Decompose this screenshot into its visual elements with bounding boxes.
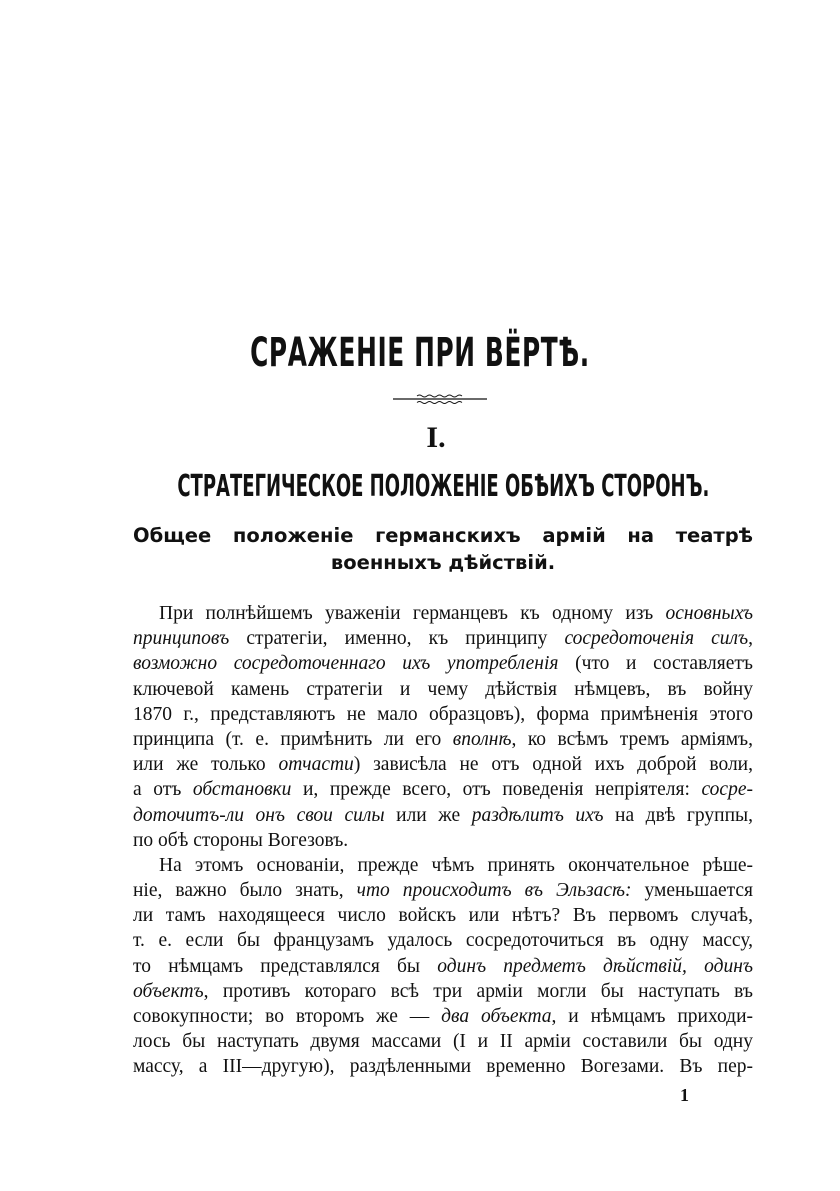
- section-title: [0, 470, 840, 504]
- italic-text: отчасти: [278, 754, 354, 776]
- text-segment: , и нѣмцамъ приходи-: [551, 1006, 753, 1027]
- text-line: [133, 702, 753, 727]
- text-segment: массу, а III—другую), раздѣленными временно Вогезами. Въ пер-: [133, 1056, 753, 1078]
- text-segment: ,: [748, 628, 753, 650]
- text-line: [133, 677, 753, 702]
- text-segment: и, прежде всего, отъ поведенія непріятеля:: [291, 779, 702, 801]
- text-segment: стратегіи, именно, къ принципу: [229, 628, 565, 650]
- text-segment: уменьшается: [631, 880, 753, 902]
- text-segment: , ко всѣмъ тремъ арміямъ,: [511, 728, 753, 750]
- wavy-rule-ornament-icon: [393, 391, 487, 407]
- italic-text: вполнѣ: [452, 728, 512, 750]
- text-line: [133, 928, 753, 953]
- text-segment: на двѣ группы,: [603, 804, 753, 826]
- italic-text: сосредоточенія силъ: [564, 628, 749, 650]
- text-segment: 1870 г., представляютъ не мало образцовъ), форма примѣненія этого: [133, 703, 753, 725]
- text-segment: или же: [384, 804, 472, 826]
- text-segment: ніе, важно было знать,: [133, 880, 357, 902]
- text-line: [133, 1054, 753, 1079]
- text-segment: а отъ: [133, 779, 193, 801]
- italic-text: принциповъ: [133, 628, 230, 650]
- text-line: [133, 777, 753, 802]
- text-line: [133, 803, 753, 828]
- text-segment: ) зависѣла не отъ одной ихъ доброй воли,: [353, 754, 753, 776]
- text-segment: При полнѣйшемъ уваженіи германцевъ къ одному изъ: [159, 603, 666, 624]
- text-line: [133, 903, 753, 928]
- text-line: [133, 1004, 753, 1029]
- text-line: [133, 954, 753, 979]
- italic-text: два объекта: [441, 1006, 552, 1027]
- italic-text: что происходитъ въ Эльзасѣ:: [356, 880, 632, 902]
- heading-line-1: Общее положеніе германскихъ армій на театрѣ: [133, 524, 753, 547]
- italic-text: объектъ: [133, 980, 204, 1002]
- text-segment: ли тамъ находящееся число войскъ или нѣтъ? Въ первомъ случаѣ,: [133, 905, 753, 927]
- italic-text: обстановки: [192, 779, 292, 801]
- text-line: [133, 828, 753, 853]
- text-segment: т. е. если бы французамъ удалось сосредоточиться въ одну массу,: [133, 930, 753, 952]
- page-number: 1: [680, 1085, 689, 1105]
- text-line: [133, 979, 753, 1004]
- text-segment: На этомъ основаніи, прежде чѣмъ принять окончательное рѣше-: [159, 854, 753, 876]
- text-segment: ключевой камень стратегіи и чему дѣйствія нѣмцевъ, въ войну: [133, 678, 753, 700]
- heading-line-2: военныхъ дѣйствій.: [330, 551, 556, 574]
- text-segment: принципа (т. е. примѣнить ли его: [133, 728, 453, 750]
- italic-text: доточитъ-ли онъ свои силы: [133, 804, 385, 826]
- text-line: [133, 626, 753, 651]
- text-line: [133, 601, 753, 626]
- text-line: [133, 727, 753, 752]
- text-segment: лось бы наступать двумя массами (I и II арміи составили бы одну: [133, 1031, 753, 1053]
- text-segment: или же только: [133, 754, 279, 776]
- text-line: [133, 1029, 753, 1054]
- text-line: [133, 752, 753, 777]
- text-segment: по обѣ стороны Вогезовъ.: [133, 829, 349, 851]
- text-line: [133, 651, 753, 676]
- italic-text: основныхъ: [665, 603, 753, 624]
- italic-text: одинъ предметъ дѣйствій, одинъ: [437, 955, 753, 977]
- text-line: [133, 853, 753, 878]
- text-line: [133, 878, 753, 903]
- section-number: I.: [426, 421, 446, 454]
- italic-text: сосре-: [701, 779, 753, 801]
- chapter-title-text: СРАЖЕНІЕ ПРИ ВЁРТѢ.: [250, 330, 590, 376]
- italic-text: возможно сосредоточеннаго ихъ употребленія: [133, 653, 559, 675]
- text-segment: (что и составляетъ: [558, 653, 753, 675]
- italic-text: раздѣлитъ ихъ: [471, 804, 604, 826]
- section-title-text: СТРАТЕГИЧЕСКОЕ ПОЛОЖЕНІЕ ОБѢИХЪ СТОРОНЪ.: [177, 469, 710, 504]
- chapter-title: [0, 330, 840, 376]
- text-segment: совокупности; во второмъ же —: [133, 1006, 442, 1027]
- text-segment: , противъ котораго всѣ три арміи могли бы наступать въ: [203, 980, 753, 1002]
- text-segment: то нѣмцамъ представлялся бы: [133, 955, 438, 977]
- body-text: [133, 601, 753, 1080]
